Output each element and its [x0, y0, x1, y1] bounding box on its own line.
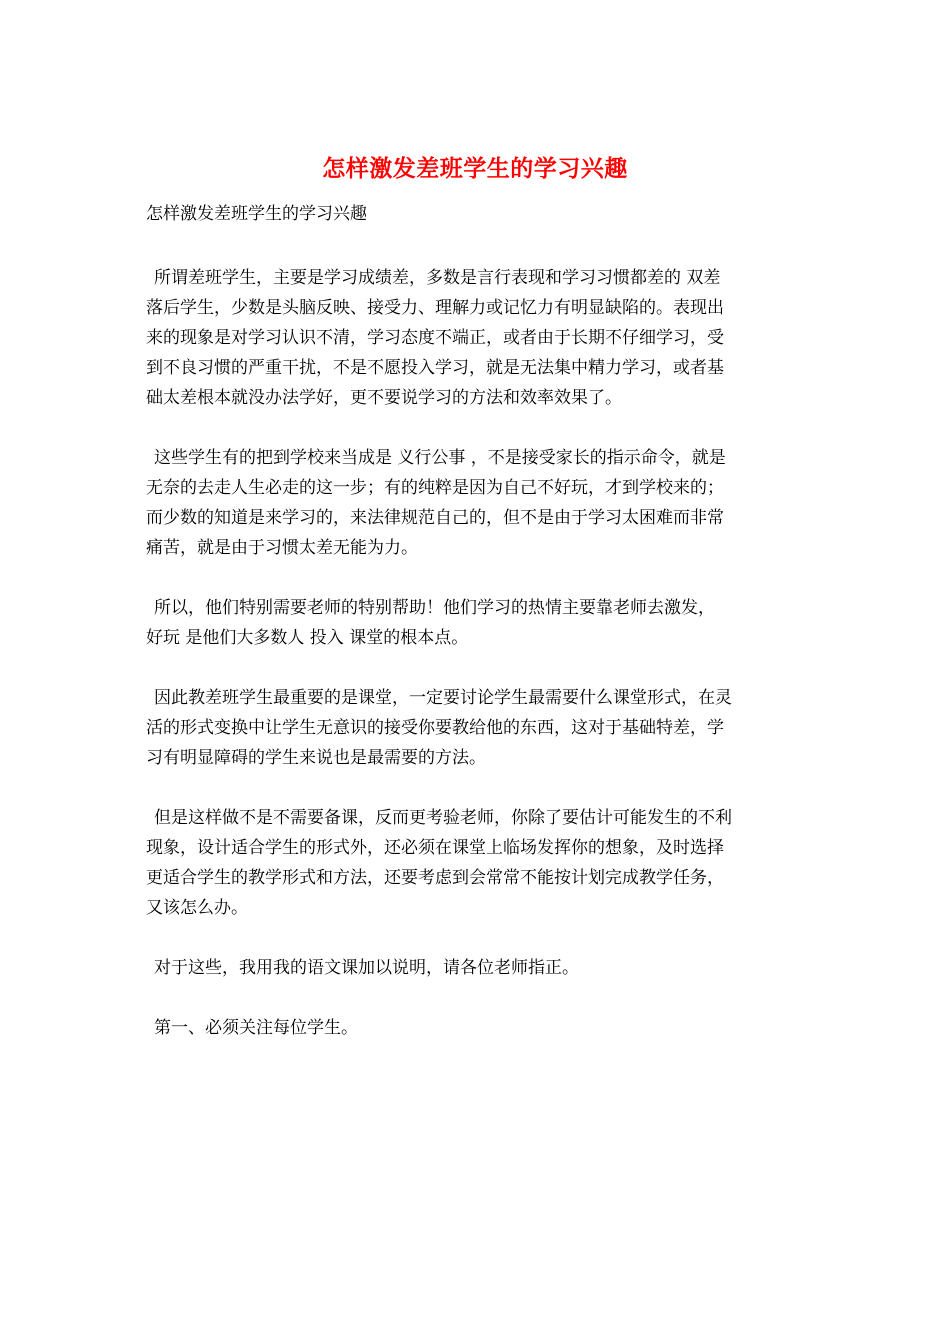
document-title: 怎样激发差班学生的学习兴趣: [322, 155, 628, 182]
paragraph-line: 而少数的知道是来学习的，来法律规范自己的，但不是由于学习太困难而非常: [146, 508, 724, 528]
paragraph-line: 第一、必须关注每位学生。: [154, 1018, 358, 1038]
paragraph-line: 到不良习惯的严重干扰，不是不愿投入学习，就是无法集中精力学习，或者基: [146, 358, 724, 378]
paragraph-line: 落后学生，少数是头脑反映、接受力、理解力或记忆力有明显缺陷的。表现出: [146, 298, 724, 318]
paragraph-line: 好玩 是他们大多数人 投入 课堂的根本点。: [146, 628, 469, 648]
paragraph-line: 这些学生有的把到学校来当成是 义行公事 ，不是接受家长的指示命令，就是: [154, 448, 726, 468]
paragraph-2: [146, 443, 806, 563]
paragraph-line: 习有明显障碍的学生来说也是最需要的方法。: [146, 748, 486, 768]
paragraph-6: [146, 953, 806, 983]
paragraph-line: 更适合学生的教学形式和方法，还要考虑到会常常不能按计划完成教学任务，: [146, 868, 724, 888]
paragraph-line: 所谓差班学生，主要是学习成绩差，多数是言行表现和学习习惯都差的 双差: [154, 268, 721, 288]
paragraph-line: 但是这样做不是不需要备课，反而更考验老师，你除了要估计可能发生的不利: [154, 808, 732, 828]
paragraph-line: 现象，设计适合学生的形式外，还必须在课堂上临场发挥你的想象，及时选择: [146, 838, 724, 858]
paragraph-line: 所以，他们特别需要老师的特别帮助！他们学习的热情主要靠老师去激发，: [154, 598, 715, 618]
document-subtitle: 怎样激发差班学生的学习兴趣: [146, 204, 367, 224]
paragraph-line: 活的形式变换中让学生无意识的接受你要教给他的东西，这对于基础特差，学: [146, 718, 724, 738]
paragraph-line: 因此教差班学生最重要的是课堂，一定要讨论学生最需要什么课堂形式，在灵: [154, 688, 732, 708]
paragraph-1: [146, 263, 806, 413]
paragraph-line: 痛苦，就是由于习惯太差无能为力。: [146, 538, 418, 558]
paragraph-line: 无奈的去走人生必走的这一步；有的纯粹是因为自己不好玩，才到学校来的；: [146, 478, 724, 498]
paragraph-5: [146, 803, 806, 923]
paragraph-line: 础太差根本就没办法学好，更不要说学习的方法和效率效果了。: [146, 388, 622, 408]
paragraph-line: 对于这些，我用我的语文课加以说明，请各位老师指正。: [154, 958, 579, 978]
paragraph-7: [146, 1013, 806, 1043]
paragraph-3: [146, 593, 806, 653]
document-body: [146, 263, 806, 1073]
paragraph-line: 又该怎么办。: [146, 898, 248, 918]
paragraph-4: [146, 683, 806, 773]
paragraph-line: 来的现象是对学习认识不清，学习态度不端正，或者由于长期不仔细学习，受: [146, 328, 724, 348]
